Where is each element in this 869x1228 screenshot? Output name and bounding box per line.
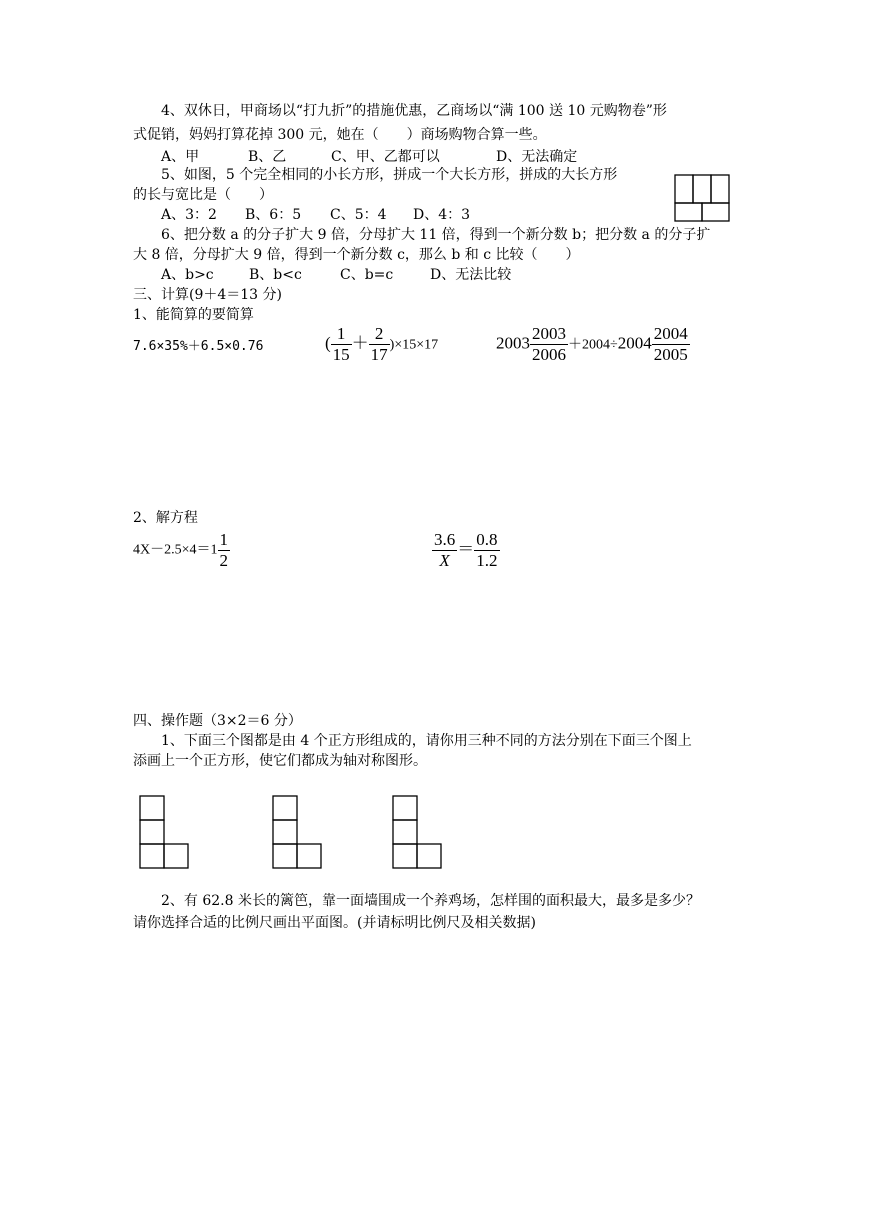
q6-line2: 大 8 倍，分母扩大 9 倍，得到一个新分数 c，那么 b 和 c 比较（ ） bbox=[133, 247, 580, 263]
section3-title: 三、计算(9＋4＝13 分) bbox=[133, 287, 283, 303]
l3-square-4 bbox=[417, 844, 441, 868]
eq2-f2-numerator: 0.8 bbox=[476, 530, 498, 549]
expr3-whole-2: 2004 bbox=[617, 333, 652, 353]
l1-square-4 bbox=[164, 844, 188, 868]
q5-rectangles-figure bbox=[674, 174, 734, 224]
expr2-f2-denominator: 17 bbox=[370, 345, 388, 364]
l2-square-3 bbox=[273, 844, 297, 868]
eq2-fraction-2 bbox=[474, 530, 499, 571]
q6-option-b: B、b<c bbox=[249, 267, 302, 283]
q5-rect-5 bbox=[702, 203, 729, 221]
q5-option-b: B、6：5 bbox=[245, 207, 302, 223]
q4-line2: 式促销，妈妈打算花掉 300 元，她在（ ）商场购物合算一些。 bbox=[133, 127, 547, 143]
expr2-tail: )×15×17 bbox=[389, 337, 439, 353]
q6-option-a: A、b>c bbox=[161, 267, 214, 283]
l3-square-1 bbox=[393, 796, 417, 820]
equation-1 bbox=[133, 530, 230, 571]
q6-line1: 6、把分数 a 的分子扩大 9 倍，分母扩大 11 倍，得到一个新分数 b；把分数 a 的分子扩 bbox=[161, 227, 711, 243]
q5-option-c: C、5：4 bbox=[330, 207, 387, 223]
l2-square-4 bbox=[297, 844, 321, 868]
q5-line1: 5、如图，5 个完全相同的小长方形，拼成一个大长方形，拼成的大长方形 bbox=[161, 167, 618, 183]
expr2-fraction-1 bbox=[331, 324, 352, 365]
expr3 bbox=[496, 324, 690, 365]
section4-q1-line2: 添画上一个正方形，使它们都成为轴对称图形。 bbox=[133, 753, 427, 769]
section3-sub2: 2、解方程 bbox=[133, 510, 198, 526]
expr3-fraction-1 bbox=[530, 324, 568, 365]
equation-2 bbox=[432, 530, 500, 571]
section3-sub1: 1、能简算的要简算 bbox=[133, 307, 254, 323]
l-shape-figure-2 bbox=[272, 795, 324, 871]
q4-option-b: B、乙 bbox=[248, 149, 287, 165]
l3-square-3 bbox=[393, 844, 417, 868]
eq1-lhs: 4X－2.5×4＝1 bbox=[133, 542, 218, 558]
eq1-denominator: 2 bbox=[219, 551, 229, 570]
q5-line2: 的长与宽比是（ ） bbox=[133, 187, 273, 203]
expr2-open-paren: ( bbox=[325, 333, 331, 353]
section4-q2-line1: 2、有 62.8 米长的篱笆，靠一面墙围成一个养鸡场，怎样围的面积最大，最多是多少？ bbox=[161, 893, 700, 909]
q5-option-d: D、4：3 bbox=[413, 207, 471, 223]
section4-q2-line2: 请你选择合适的比例尺画出平面图。(并请标明比例尺及相关数据) bbox=[133, 915, 536, 931]
eq1-fraction bbox=[218, 530, 231, 571]
q6-option-d: D、无法比较 bbox=[430, 267, 512, 283]
l2-square-1 bbox=[273, 796, 297, 820]
eq2-f1-denominator: X bbox=[439, 551, 450, 570]
eq2-equals: ＝ bbox=[457, 539, 475, 559]
expr1: 7.6×35%＋6.5×0.76 bbox=[133, 339, 264, 354]
expr2-fraction-2 bbox=[369, 324, 390, 365]
q5-rect-3 bbox=[711, 175, 729, 203]
expr3-f2-numerator: 2004 bbox=[653, 324, 688, 343]
expr2-f2-numerator: 2 bbox=[369, 324, 390, 345]
expr2 bbox=[325, 324, 438, 365]
l1-square-2 bbox=[140, 820, 164, 844]
l1-square-3 bbox=[140, 844, 164, 868]
expr3-f1-numerator: 2003 bbox=[532, 324, 566, 343]
eq2-fraction-1 bbox=[432, 530, 457, 571]
expr3-f2-denominator: 2005 bbox=[653, 345, 688, 364]
q4-option-c: C、甲、乙都可以 bbox=[331, 149, 440, 165]
section4-title: 四、操作题（3×2＝6 分） bbox=[133, 713, 302, 729]
expr3-f1-denominator: 2006 bbox=[532, 345, 566, 364]
expr3-whole-1: 2003 bbox=[496, 333, 530, 353]
q5-rect-2 bbox=[693, 175, 711, 203]
q5-rect-4 bbox=[675, 203, 702, 221]
eq2-f1-numerator: 3.6 bbox=[434, 530, 456, 549]
q5-rect-1 bbox=[675, 175, 693, 203]
expr2-f1-denominator: 15 bbox=[332, 345, 350, 364]
l1-square-1 bbox=[140, 796, 164, 820]
q5-option-a: A、3：2 bbox=[161, 207, 217, 223]
q6-option-c: C、b=c bbox=[340, 267, 394, 283]
q4-option-a: A、甲 bbox=[161, 149, 200, 165]
l-shape-figure-3 bbox=[392, 795, 444, 871]
expr2-f1-numerator: 1 bbox=[331, 324, 352, 345]
l2-square-2 bbox=[273, 820, 297, 844]
l3-square-2 bbox=[393, 820, 417, 844]
expr3-fraction-2 bbox=[652, 324, 690, 365]
q4-line1: 4、双休日，甲商场以“打九折”的措施优惠，乙商场以“满 100 送 10 元购物卷”形 bbox=[161, 103, 667, 119]
l-shape-figure-1 bbox=[139, 795, 191, 871]
section4-q1-line1: 1、下面三个图都是由 4 个正方形组成的，请你用三种不同的方法分别在下面三个图上 bbox=[161, 733, 692, 749]
q4-option-d: D、无法确定 bbox=[496, 149, 578, 165]
eq1-numerator: 1 bbox=[219, 530, 229, 549]
expr2-plus: ＋ bbox=[351, 333, 369, 353]
eq2-f2-denominator: 1.2 bbox=[476, 551, 498, 570]
expr3-middle: ＋2004÷ bbox=[568, 337, 618, 353]
